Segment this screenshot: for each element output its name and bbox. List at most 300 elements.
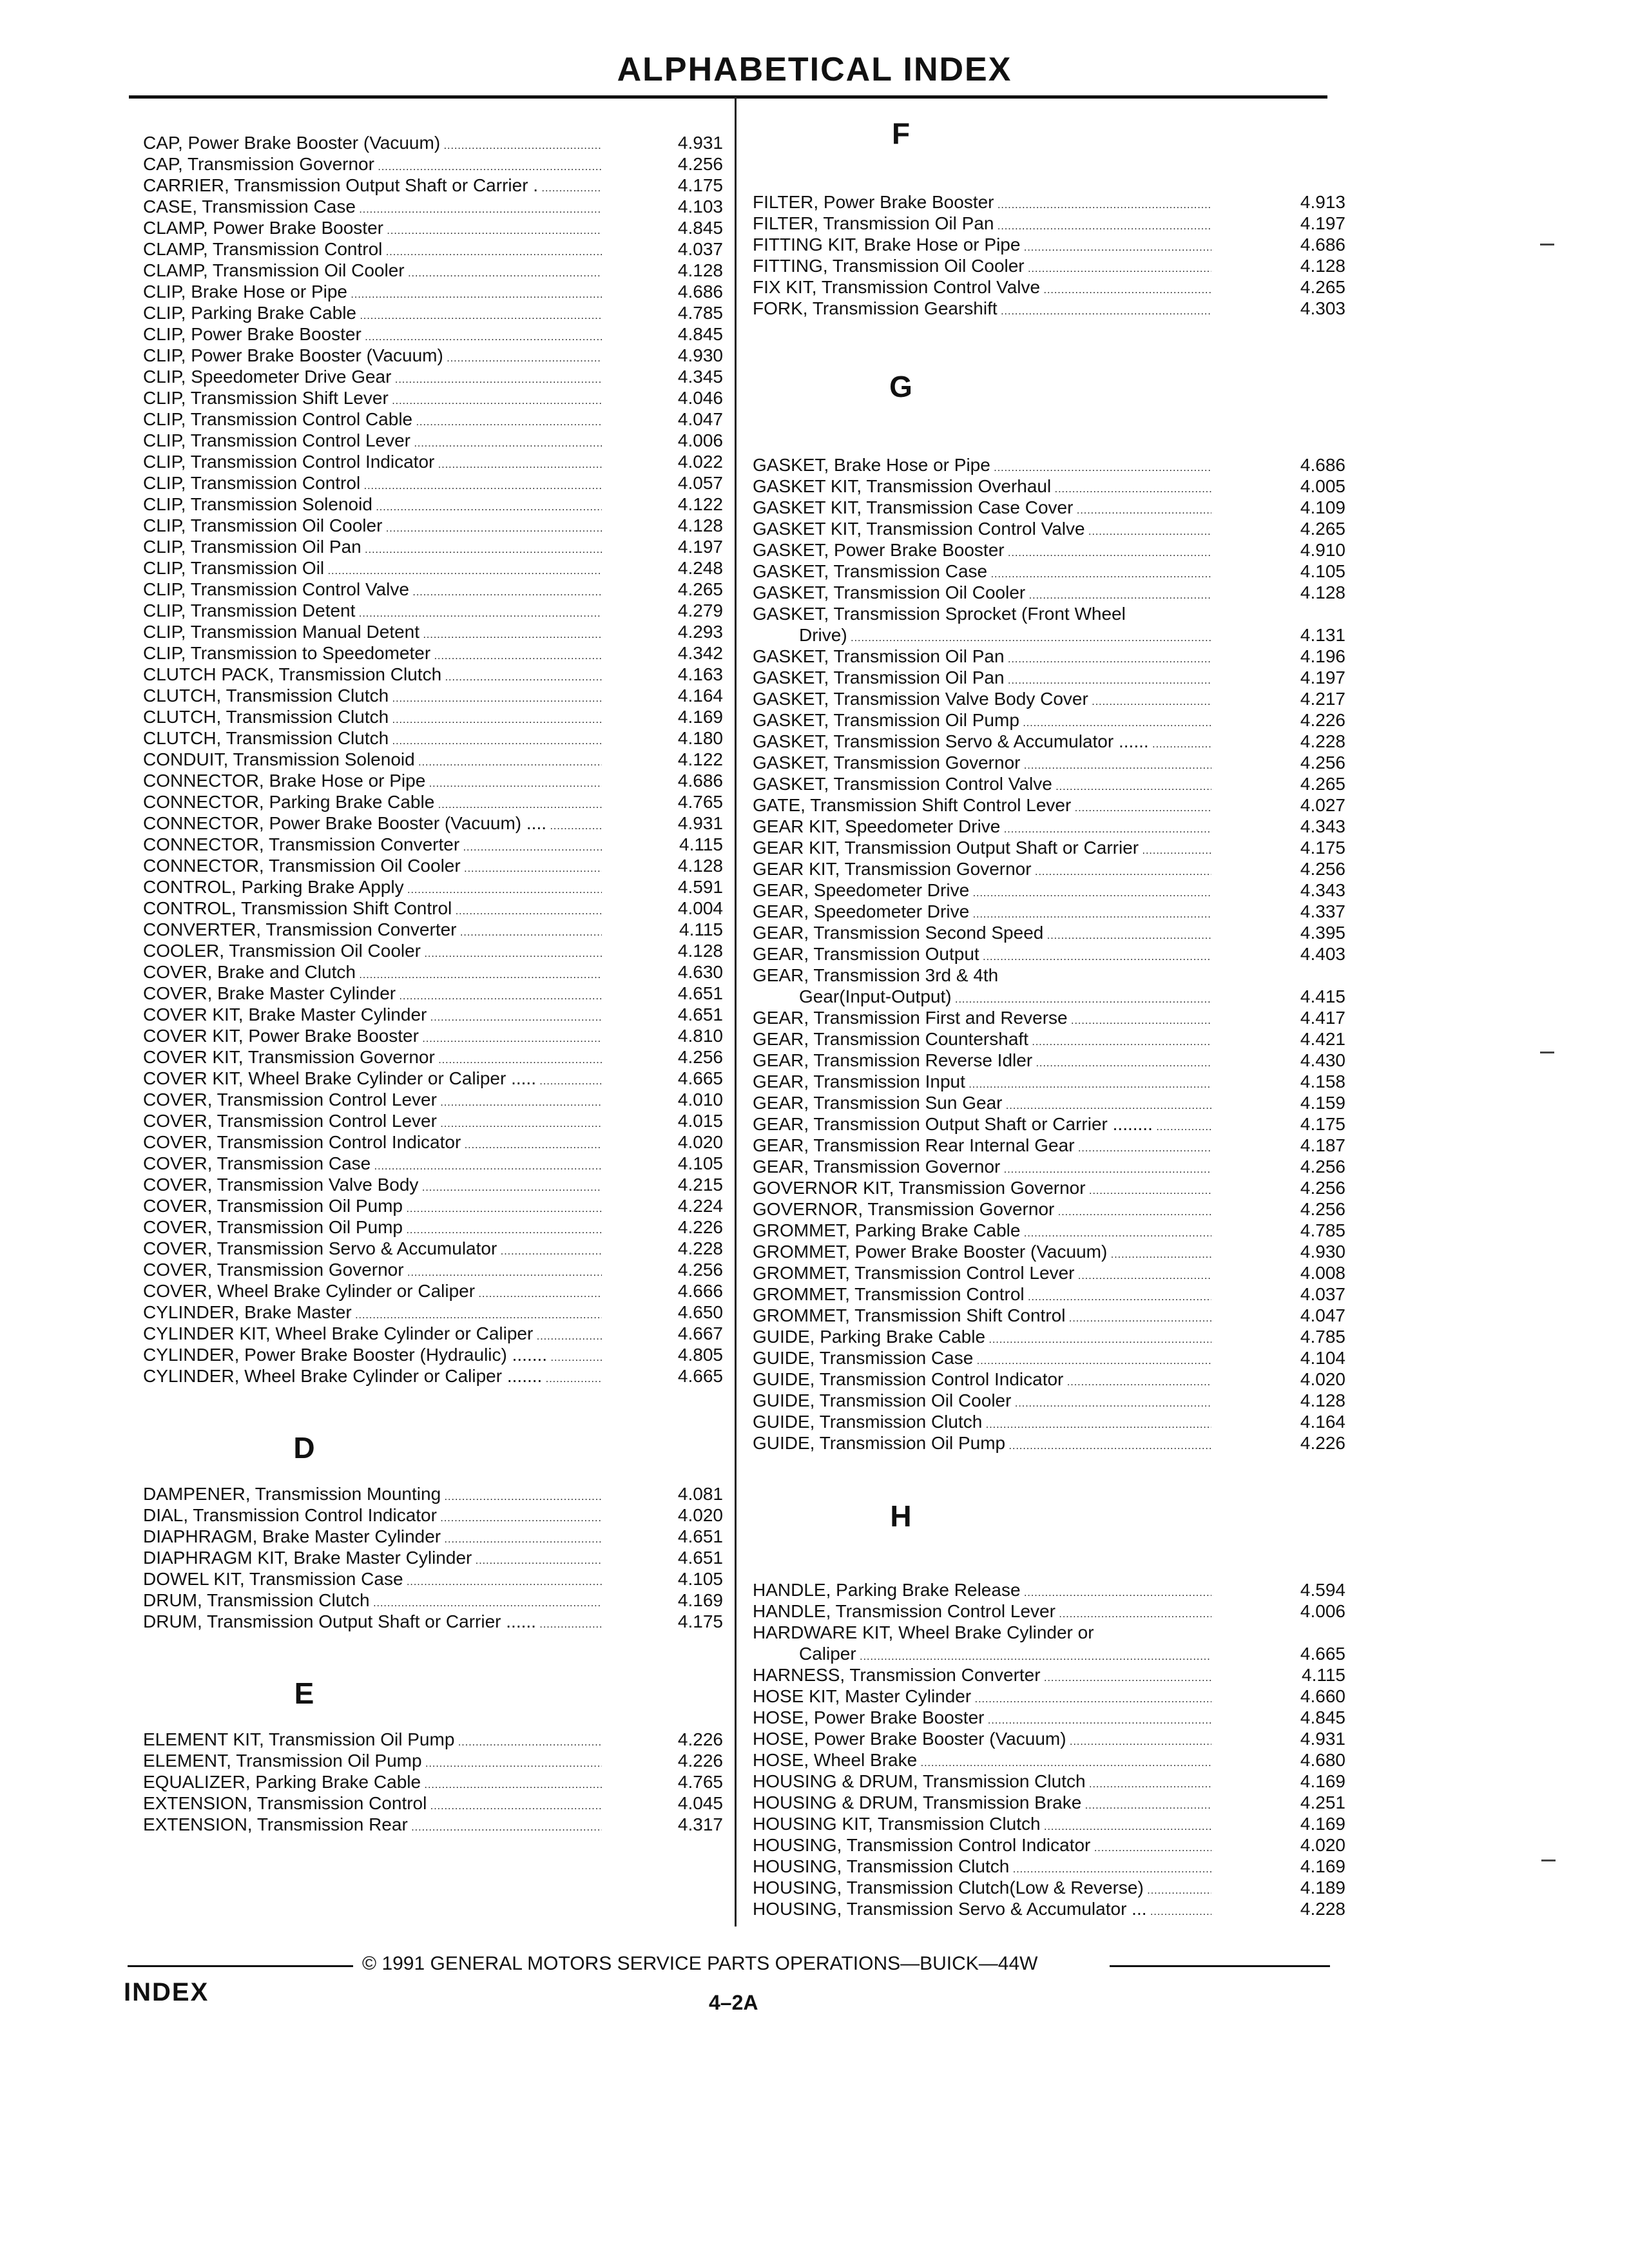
entry-page-number: 4.810 <box>675 1025 723 1046</box>
entry-page-number: 4.006 <box>1298 1600 1345 1622</box>
entry-text-wrap <box>753 497 1211 518</box>
page-title: ALPHABETICAL INDEX <box>617 51 1012 88</box>
entry-name: CONTROL, Transmission Shift Control ..... <box>143 898 602 919</box>
entry-name: GASKET KIT, Transmission Case Cover ..... <box>753 497 1211 518</box>
index-entry <box>753 1728 1345 1749</box>
entry-page-number: 4.256 <box>1298 858 1345 879</box>
index-entry <box>753 1305 1345 1326</box>
entry-text-wrap <box>753 688 1211 709</box>
index-entry <box>753 1856 1345 1877</box>
entry-text-wrap <box>753 858 1211 879</box>
entry-name: GEAR KIT, Transmission Governor ..... <box>753 858 1211 879</box>
index-entry <box>753 476 1345 497</box>
entry-page-number: 4.006 <box>675 430 723 451</box>
index-entry <box>143 1153 723 1174</box>
entry-name: GROMMET, Power Brake Booster (Vacuum) ..... <box>753 1241 1211 1262</box>
index-entry <box>753 1326 1345 1347</box>
entry-name: GUIDE, Parking Brake Cable ..... <box>753 1326 1211 1347</box>
index-section-e <box>143 1729 723 1835</box>
entry-name: CLIP, Parking Brake Cable ..... <box>143 302 602 323</box>
entry-text-wrap <box>143 642 602 664</box>
margin-mark <box>1540 244 1554 245</box>
index-entry <box>143 1771 723 1792</box>
entry-text-wrap <box>143 1153 602 1174</box>
index-entry <box>753 1241 1345 1262</box>
entry-page-number: 4.265 <box>1298 773 1345 794</box>
entry-text-wrap <box>753 518 1211 539</box>
entry-name: CLIP, Transmission Control Indicator ..... <box>143 451 602 472</box>
footer-rule-right <box>1110 1965 1330 1967</box>
entry-text-wrap <box>753 1600 1211 1622</box>
index-entry <box>753 582 1345 603</box>
entry-text-wrap <box>753 794 1211 816</box>
entry-text-wrap <box>753 1707 1211 1728</box>
index-entry <box>753 816 1345 837</box>
entry-text-wrap <box>143 281 602 302</box>
index-section-h <box>753 1579 1345 1919</box>
entry-text-wrap <box>143 1526 602 1547</box>
entry-page-number: 4.226 <box>1298 709 1345 731</box>
entry-page-number: 4.845 <box>1298 1707 1345 1728</box>
entry-text-wrap <box>753 1050 1211 1071</box>
entry-name: FILTER, Power Brake Booster ..... <box>753 191 1211 213</box>
index-entry <box>753 794 1345 816</box>
entry-name: CONNECTOR, Brake Hose or Pipe ..... <box>143 770 602 791</box>
entry-name: CONNECTOR, Power Brake Booster (Vacuum) .... ..... <box>143 812 602 834</box>
entry-text-wrap <box>143 196 602 217</box>
entry-page-number: 4.122 <box>675 494 723 515</box>
entry-text-wrap <box>753 191 1211 213</box>
entry-page-number: 4.765 <box>675 791 723 812</box>
entry-page-number: 4.651 <box>675 1526 723 1547</box>
entry-name: CONNECTOR, Transmission Converter ..... <box>143 834 602 855</box>
entry-name: HOSE, Power Brake Booster ..... <box>753 1707 1211 1728</box>
entry-text-wrap <box>753 646 1211 667</box>
page-number: 4–2A <box>709 1991 758 2014</box>
index-entry <box>143 1483 723 1504</box>
entry-name: CAP, Transmission Governor ..... <box>143 153 602 175</box>
entry-text-wrap <box>143 217 602 238</box>
entry-page-number: 4.128 <box>1298 582 1345 603</box>
entry-page-number: 4.651 <box>675 1004 723 1025</box>
index-entry <box>753 1749 1345 1771</box>
entry-text-wrap <box>143 1068 602 1089</box>
entry-name: EXTENSION, Transmission Control ..... <box>143 1792 602 1814</box>
entry-name: GUIDE, Transmission Control Indicator ..... <box>753 1369 1211 1390</box>
entry-page-number: 4.931 <box>675 132 723 153</box>
section-letter-f: F <box>891 117 911 150</box>
entry-page-number: 4.169 <box>675 1590 723 1611</box>
entry-name: HOSE KIT, Master Cylinder ..... <box>753 1686 1211 1707</box>
entry-page-number: 4.228 <box>1298 731 1345 752</box>
entry-name: COVER, Transmission Oil Pump ..... <box>143 1216 602 1238</box>
entry-page-number: 4.046 <box>675 387 723 408</box>
entry-text-wrap <box>143 1302 602 1323</box>
entry-name: CARRIER, Transmission Output Shaft or Carrier . ..... <box>143 175 602 196</box>
entry-text-wrap <box>143 812 602 834</box>
entry-text-wrap <box>753 255 1211 276</box>
index-entry <box>753 454 1345 476</box>
entry-name: CLIP, Transmission Oil Cooler ..... <box>143 515 602 536</box>
index-entry <box>753 1792 1345 1813</box>
entry-page-number: 4.337 <box>1298 901 1345 922</box>
entry-page-number: 4.256 <box>1298 1198 1345 1220</box>
entry-name: GROMMET, Parking Brake Cable ..... <box>753 1220 1211 1241</box>
entry-page-number: 4.047 <box>1298 1305 1345 1326</box>
entry-name: COVER, Transmission Governor ..... <box>143 1259 602 1280</box>
index-entry <box>753 752 1345 773</box>
entry-text-wrap <box>143 1238 602 1259</box>
entry-page-number: 4.785 <box>1298 1326 1345 1347</box>
index-entry <box>753 1622 1345 1643</box>
entry-name: CLIP, Transmission Control Valve ..... <box>143 579 602 600</box>
entry-name: CYLINDER KIT, Wheel Brake Cylinder or Caliper ..... <box>143 1323 602 1344</box>
entry-page-number: 4.047 <box>675 408 723 430</box>
entry-text-wrap <box>143 387 602 408</box>
entry-name: HOUSING & DRUM, Transmission Brake ..... <box>753 1792 1211 1813</box>
entry-text-wrap <box>143 1323 602 1344</box>
entry-page-number: 4.217 <box>1298 688 1345 709</box>
entry-name: HOSE, Power Brake Booster (Vacuum) ..... <box>753 1728 1211 1749</box>
index-entry <box>753 1600 1345 1622</box>
entry-name: GROMMET, Transmission Shift Control ..... <box>753 1305 1211 1326</box>
entry-page-number: 4.131 <box>1298 624 1345 646</box>
entry-page-number: 4.103 <box>675 196 723 217</box>
entry-text-wrap <box>753 539 1211 561</box>
entry-text-wrap <box>143 898 602 919</box>
margin-mark <box>1540 1052 1554 1053</box>
entry-text-wrap <box>753 837 1211 858</box>
entry-text-wrap <box>753 1898 1211 1919</box>
entry-page-number: 4.343 <box>1298 816 1345 837</box>
index-entry <box>143 642 723 664</box>
index-entry <box>143 1259 723 1280</box>
entry-page-number: 4.910 <box>1298 539 1345 561</box>
index-entry <box>143 983 723 1004</box>
entry-page-number: 4.666 <box>675 1280 723 1302</box>
entry-name: DIAPHRAGM KIT, Brake Master Cylinder ..... <box>143 1547 602 1568</box>
entry-text-wrap <box>143 472 602 494</box>
entry-page-number: 4.008 <box>1298 1262 1345 1283</box>
entry-page-number: 4.128 <box>1298 1390 1345 1411</box>
entry-name: CLIP, Transmission Control Lever ..... <box>143 430 602 451</box>
entry-name: COVER, Transmission Oil Pump ..... <box>143 1195 602 1216</box>
index-entry <box>753 1707 1345 1728</box>
entry-page-number: 4.226 <box>675 1216 723 1238</box>
index-entry <box>143 749 723 770</box>
entry-text-wrap <box>143 621 602 642</box>
entry-text-wrap <box>143 451 602 472</box>
entry-name: GEAR, Transmission Input ..... <box>753 1071 1211 1092</box>
entry-text-wrap <box>753 603 1211 624</box>
index-entry <box>753 191 1345 213</box>
entry-page-number: 4.169 <box>1298 1771 1345 1792</box>
entry-text-wrap <box>753 276 1211 298</box>
index-entry <box>143 685 723 706</box>
entry-name: HANDLE, Transmission Control Lever ..... <box>753 1600 1211 1622</box>
entry-text-wrap <box>143 238 602 260</box>
entry-text-wrap <box>753 1220 1211 1241</box>
entry-name: CAP, Power Brake Booster (Vacuum) ..... <box>143 132 602 153</box>
entry-text-wrap <box>753 1028 1211 1050</box>
index-entry <box>753 539 1345 561</box>
entry-name: FITTING KIT, Brake Hose or Pipe ..... <box>753 234 1211 255</box>
entry-name: GOVERNOR KIT, Transmission Governor ..... <box>753 1177 1211 1198</box>
entry-page-number: 4.279 <box>675 600 723 621</box>
entry-name: HOUSING, Transmission Clutch ..... <box>753 1856 1211 1877</box>
entry-text-wrap <box>753 1007 1211 1028</box>
entry-page-number: 4.175 <box>675 1611 723 1632</box>
entry-page-number: 4.057 <box>675 472 723 494</box>
entry-page-number: 4.256 <box>675 1259 723 1280</box>
index-entry <box>143 515 723 536</box>
index-entry <box>143 408 723 430</box>
entry-page-number: 4.256 <box>1298 1177 1345 1198</box>
entry-page-number: 4.785 <box>1298 1220 1345 1241</box>
index-entry <box>753 1092 1345 1113</box>
entry-name: GEAR, Transmission Output ..... <box>753 943 1211 965</box>
entry-text-wrap <box>143 1504 602 1526</box>
section-letter-d: D <box>293 1431 315 1465</box>
entry-name: ELEMENT, Transmission Oil Pump ..... <box>143 1750 602 1771</box>
index-entry <box>753 1283 1345 1305</box>
entry-text-wrap <box>753 1390 1211 1411</box>
entry-text-wrap <box>143 1344 602 1365</box>
index-entry <box>143 1750 723 1771</box>
entry-page-number: 4.027 <box>1298 794 1345 816</box>
entry-name: COVER, Transmission Control Lever ..... <box>143 1089 602 1110</box>
entry-text-wrap <box>753 1369 1211 1390</box>
index-entry <box>753 298 1345 319</box>
entry-name: CLUTCH PACK, Transmission Clutch ..... <box>143 664 602 685</box>
entry-name: COVER KIT, Wheel Brake Cylinder or Caliper ..... ..... <box>143 1068 602 1089</box>
section-label: INDEX <box>124 1978 209 2006</box>
index-entry <box>753 688 1345 709</box>
entry-page-number: 4.930 <box>1298 1241 1345 1262</box>
entry-text-wrap <box>753 1664 1211 1686</box>
index-entry <box>753 1071 1345 1092</box>
entry-text-wrap <box>753 234 1211 255</box>
index-entry <box>753 1643 1345 1664</box>
entry-page-number: 4.022 <box>675 451 723 472</box>
entry-name: GASKET, Transmission Oil Pump ..... <box>753 709 1211 731</box>
entry-page-number: 4.317 <box>675 1814 723 1835</box>
index-entry <box>143 557 723 579</box>
entry-name: DOWEL KIT, Transmission Case ..... <box>143 1568 602 1590</box>
entry-page-number: 4.913 <box>1298 191 1345 213</box>
entry-text-wrap <box>753 773 1211 794</box>
entry-text-wrap <box>143 1174 602 1195</box>
entry-page-number: 4.169 <box>1298 1813 1345 1834</box>
entry-text-wrap <box>143 600 602 621</box>
index-entry <box>143 791 723 812</box>
entry-page-number: 4.020 <box>675 1504 723 1526</box>
entry-page-number: 4.345 <box>675 366 723 387</box>
entry-text-wrap <box>753 1643 1211 1664</box>
entry-page-number: 4.045 <box>675 1792 723 1814</box>
entry-text-wrap <box>753 561 1211 582</box>
index-entry <box>753 879 1345 901</box>
index-entry <box>143 855 723 876</box>
index-section-f <box>753 191 1345 319</box>
entry-page-number: 4.256 <box>1298 1156 1345 1177</box>
entry-page-number: 4.104 <box>1298 1347 1345 1369</box>
index-entry <box>753 234 1345 255</box>
entry-page-number: 4.175 <box>675 175 723 196</box>
entry-text-wrap <box>753 731 1211 752</box>
entry-name: GASKET, Transmission Oil Pan ..... <box>753 646 1211 667</box>
entry-text-wrap <box>143 1195 602 1216</box>
entry-name: COOLER, Transmission Oil Cooler ..... <box>143 940 602 961</box>
entry-text-wrap <box>143 1483 602 1504</box>
entry-text-wrap <box>143 175 602 196</box>
index-entry <box>753 1771 1345 1792</box>
index-entry <box>143 1131 723 1153</box>
index-entry <box>753 943 1345 965</box>
entry-text-wrap <box>143 1280 602 1302</box>
entry-name: GEAR, Transmission Governor ..... <box>753 1156 1211 1177</box>
entry-text-wrap <box>753 1241 1211 1262</box>
entry-name: HARDWARE KIT, Wheel Brake Cylinder or <box>753 1622 1094 1642</box>
entry-name: CLIP, Transmission Oil ..... <box>143 557 602 579</box>
entry-text-wrap <box>143 1216 602 1238</box>
entry-page-number: 4.197 <box>1298 213 1345 234</box>
entry-page-number: 4.128 <box>1298 255 1345 276</box>
entry-name: GEAR, Speedometer Drive ..... <box>753 879 1211 901</box>
entry-name: GEAR, Transmission Rear Internal Gear ..... <box>753 1135 1211 1156</box>
entry-page-number: 4.667 <box>675 1323 723 1344</box>
entry-name: CYLINDER, Brake Master ..... <box>143 1302 602 1323</box>
index-entry <box>753 1177 1345 1198</box>
entry-text-wrap <box>753 1728 1211 1749</box>
entry-text-wrap <box>753 1305 1211 1326</box>
index-entry <box>143 1004 723 1025</box>
index-entry <box>143 1504 723 1526</box>
entry-text-wrap <box>753 298 1211 319</box>
entry-page-number: 4.196 <box>1298 646 1345 667</box>
entry-name: CLIP, Transmission Shift Lever ..... <box>143 387 602 408</box>
index-entry <box>753 773 1345 794</box>
index-entry <box>143 1611 723 1632</box>
index-entry <box>753 497 1345 518</box>
entry-name: COVER, Transmission Servo & Accumulator ..... <box>143 1238 602 1259</box>
entry-text-wrap <box>753 965 1211 986</box>
entry-text-wrap <box>143 515 602 536</box>
index-entry <box>143 387 723 408</box>
index-entry <box>143 217 723 238</box>
entry-text-wrap <box>143 1814 602 1835</box>
entry-text-wrap <box>753 1834 1211 1856</box>
entry-name: COVER KIT, Transmission Governor ..... <box>143 1046 602 1068</box>
entry-page-number: 4.765 <box>675 1771 723 1792</box>
left-column <box>143 132 723 1835</box>
entry-page-number: 4.293 <box>675 621 723 642</box>
index-entry <box>143 1238 723 1259</box>
entry-name: DRUM, Transmission Output Shaft or Carrier ...... ..... <box>143 1611 602 1632</box>
entry-page-number: 4.004 <box>675 898 723 919</box>
entry-text-wrap <box>143 345 602 366</box>
entry-page-number: 4.105 <box>675 1568 723 1590</box>
entry-text-wrap <box>143 494 602 515</box>
entry-text-wrap <box>753 986 1211 1007</box>
entry-page-number: 4.226 <box>675 1750 723 1771</box>
index-entry <box>143 1280 723 1302</box>
entry-page-number: 4.415 <box>1298 986 1345 1007</box>
entry-name: GASKET, Transmission Case ..... <box>753 561 1211 582</box>
entry-text-wrap <box>143 1729 602 1750</box>
entry-text-wrap <box>753 1622 1211 1643</box>
entry-page-number: 4.037 <box>675 238 723 260</box>
entry-text-wrap <box>143 1590 602 1611</box>
index-entry <box>143 664 723 685</box>
entry-text-wrap <box>143 430 602 451</box>
entry-text-wrap <box>143 940 602 961</box>
entry-name: CLIP, Transmission Control Cable ..... <box>143 408 602 430</box>
index-entry <box>753 1220 1345 1241</box>
index-entry <box>753 1028 1345 1050</box>
entry-name: GASKET KIT, Transmission Overhaul ..... <box>753 476 1211 497</box>
index-entry <box>143 153 723 175</box>
entry-page-number: 4.931 <box>1298 1728 1345 1749</box>
entry-name: GATE, Transmission Shift Control Lever ..... <box>753 794 1211 816</box>
entry-name: HANDLE, Parking Brake Release ..... <box>753 1579 1211 1600</box>
entry-page-number: 4.651 <box>675 983 723 1004</box>
entry-page-number: 4.128 <box>675 260 723 281</box>
index-section-c <box>143 132 723 1387</box>
entry-page-number: 4.686 <box>1298 234 1345 255</box>
entry-text-wrap <box>143 791 602 812</box>
entry-text-wrap <box>143 1568 602 1590</box>
entry-name: CLUTCH, Transmission Clutch ..... <box>143 706 602 727</box>
entry-text-wrap <box>143 1792 602 1814</box>
entry-text-wrap <box>753 943 1211 965</box>
entry-name: FORK, Transmission Gearshift ..... <box>753 298 1211 319</box>
entry-name: COVER KIT, Power Brake Booster ..... <box>143 1025 602 1046</box>
entry-page-number: 4.930 <box>675 345 723 366</box>
entry-page-number: 4.122 <box>675 749 723 770</box>
entry-page-number: 4.403 <box>1298 943 1345 965</box>
entry-name: CLIP, Transmission Manual Detent ..... <box>143 621 602 642</box>
index-entry <box>753 1262 1345 1283</box>
entry-name: GASKET, Transmission Control Valve ..... <box>753 773 1211 794</box>
index-entry <box>753 1347 1345 1369</box>
entry-page-number: 4.343 <box>1298 879 1345 901</box>
entry-name: CONDUIT, Transmission Solenoid ..... <box>143 749 602 770</box>
index-entry <box>753 858 1345 879</box>
index-entry <box>143 302 723 323</box>
entry-text-wrap <box>143 1547 602 1568</box>
entry-text-wrap <box>143 961 602 983</box>
index-entry <box>753 731 1345 752</box>
index-entry <box>753 1813 1345 1834</box>
entry-text-wrap <box>753 709 1211 731</box>
index-entry <box>753 901 1345 922</box>
entry-name: GEAR, Transmission Reverse Idler ..... <box>753 1050 1211 1071</box>
entry-name: CLIP, Power Brake Booster (Vacuum) ..... <box>143 345 602 366</box>
index-entry <box>143 1792 723 1814</box>
entry-text-wrap <box>753 1326 1211 1347</box>
entry-page-number: 4.256 <box>1298 752 1345 773</box>
entry-page-number: 4.189 <box>1298 1877 1345 1898</box>
entry-page-number: 4.020 <box>1298 1834 1345 1856</box>
index-entry <box>143 919 723 940</box>
entry-name: CONNECTOR, Transmission Oil Cooler ..... <box>143 855 602 876</box>
entry-name: CLIP, Transmission Control ..... <box>143 472 602 494</box>
entry-text-wrap <box>753 1156 1211 1177</box>
right-column <box>753 117 1345 1919</box>
entry-name: HOUSING, Transmission Control Indicator ..... <box>753 1834 1211 1856</box>
entry-name: GASKET, Transmission Valve Body Cover ..... <box>753 688 1211 709</box>
